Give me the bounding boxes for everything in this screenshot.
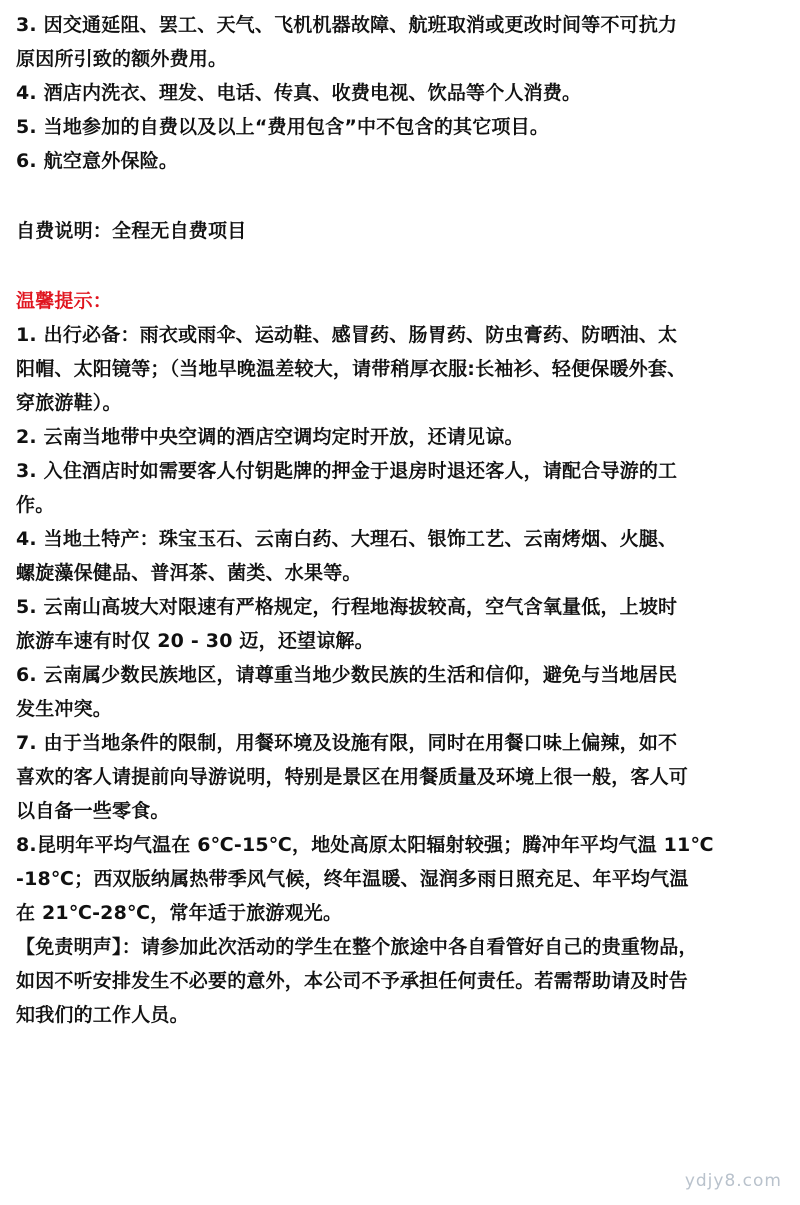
disclaimer-line: 如因不听安排发生不必要的意外，本公司不予承担任何责任。若需帮助请及时告	[16, 970, 689, 992]
disclaimer-line: 知我们的工作人员。	[16, 1004, 189, 1026]
tip-line: 7. 由于当地条件的限制，用餐环境及设施有限，同时在用餐口味上偏辣，如不	[16, 732, 678, 754]
excluded-cost-line: 3. 因交通延阻、罢工、天气、飞机机器故障、航班取消或更改时间等不可抗力	[16, 14, 678, 36]
tip-line: 8.昆明年平均气温在 6℃-15℃，地处高原太阳辐射较强；腾冲年平均气温 11℃	[16, 834, 714, 856]
spacer	[16, 248, 786, 284]
tip-line: 发生冲突。	[16, 698, 113, 720]
tip-line: 以自备一些零食。	[16, 800, 170, 822]
excluded-cost-line: 5. 当地参加的自费以及以上“费用包含”中不包含的其它项目。	[16, 116, 550, 138]
tip-line: 在 21℃-28℃，常年适于旅游观光。	[16, 902, 343, 924]
excluded-cost-line: 4. 酒店内洗衣、理发、电话、传真、收费电视、饮品等个人消费。	[16, 82, 582, 104]
tip-line: 作。	[16, 494, 55, 516]
tips-heading: 温馨提示：	[16, 290, 113, 312]
tip-line: 2. 云南当地带中央空调的酒店空调均定时开放，还请见谅。	[16, 426, 524, 448]
disclaimer-line: 【免责明声】：请参加此次活动的学生在整个旅途中各自看管好自己的贵重物品，	[16, 936, 698, 958]
tip-line: 旅游车速有时仅 20 - 30 迈，还望谅解。	[16, 630, 374, 652]
tip-line: 穿旅游鞋）。	[16, 392, 122, 414]
tip-line: 3. 入住酒店时如需要客人付钥匙牌的押金于退房时退还客人，请配合导游的工	[16, 460, 678, 482]
tip-line: 6. 云南属少数民族地区，请尊重当地少数民族的生活和信仰，避免与当地居民	[16, 664, 678, 686]
self-pay-note: 自费说明：全程无自费项目	[16, 220, 247, 242]
tip-line: 1. 出行必备：雨衣或雨伞、运动鞋、感冒药、肠胃药、防虫膏药、防晒油、太	[16, 324, 678, 346]
tip-line: 喜欢的客人请提前向导游说明，特别是景区在用餐质量及环境上很一般，客人可	[16, 766, 689, 788]
excluded-cost-line: 原因所引致的额外费用。	[16, 48, 228, 70]
excluded-costs-section	[16, 8, 786, 178]
site-watermark: ydjy8.com	[684, 1171, 782, 1191]
tips-section	[16, 284, 786, 1032]
tip-line: 5. 云南山高坡大对限速有严格规定，行程地海拔较高，空气含氧量低，上坡时	[16, 596, 678, 618]
tip-line: 阳帽、太阳镜等；（当地早晚温差较大，请带稍厚衣服:长袖衫、轻便保暖外套、	[16, 358, 687, 380]
spacer	[16, 178, 786, 214]
tip-line: 螺旋藻保健品、普洱茶、菌类、水果等。	[16, 562, 362, 584]
document-body	[16, 8, 786, 1032]
tip-line: 4. 当地土特产：珠宝玉石、云南白药、大理石、银饰工艺、云南烤烟、火腿、	[16, 528, 678, 550]
tip-line: -18℃；西双版纳属热带季风气候，终年温暖、湿润多雨日照充足、年平均气温	[16, 868, 689, 890]
excluded-cost-line: 6. 航空意外保险。	[16, 150, 179, 172]
